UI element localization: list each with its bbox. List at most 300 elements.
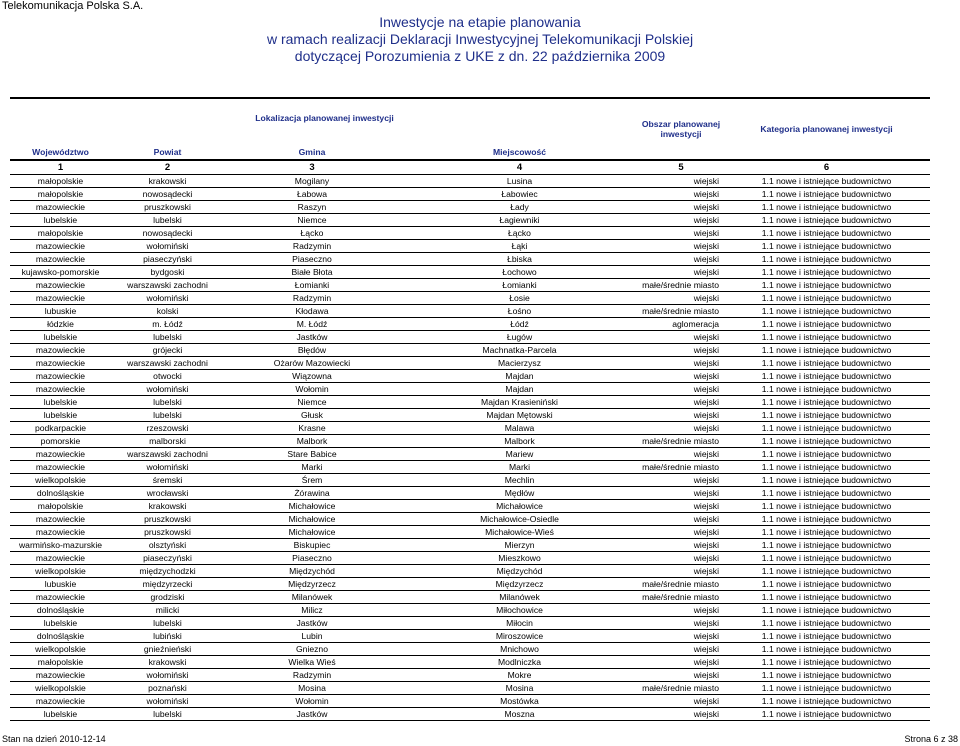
table-row: [10, 344, 930, 357]
cell-category: 1.1 nowe i istniejące budownictwo: [723, 214, 930, 227]
cell-area: wiejski: [639, 201, 723, 214]
cell-commune: Śrem: [224, 474, 400, 487]
table-row: [10, 630, 930, 643]
cell-county: lubelski: [111, 708, 224, 721]
cell-commune: Milicz: [224, 604, 400, 617]
cell-locality: Malbork: [400, 435, 639, 448]
cell-county: wołomiński: [111, 383, 224, 396]
cell-locality: Mosina: [400, 682, 639, 695]
cell-commune: Radzymin: [224, 240, 400, 253]
cell-area: wiejski: [639, 188, 723, 201]
cell-voivodeship: mazowieckie: [10, 513, 111, 526]
cell-area: wiejski: [639, 253, 723, 266]
cell-commune: Radzymin: [224, 292, 400, 305]
cell-area: wiejski: [639, 396, 723, 409]
cell-category: 1.1 nowe i istniejące budownictwo: [723, 591, 930, 604]
cell-commune: Lubin: [224, 630, 400, 643]
cell-commune: Radzymin: [224, 669, 400, 682]
cell-category: 1.1 nowe i istniejące budownictwo: [723, 708, 930, 721]
cell-category: 1.1 nowe i istniejące budownictwo: [723, 435, 930, 448]
title-line: dotyczącej Porozumienia z UKE z dn. 22 października 2009: [294, 48, 666, 64]
cell-category: 1.1 nowe i istniejące budownictwo: [723, 656, 930, 669]
table-row: [10, 409, 930, 422]
cell-commune: Wielka Wieś: [224, 656, 400, 669]
cell-locality: Łabowiec: [400, 188, 639, 201]
cell-area: wiejski: [639, 669, 723, 682]
cell-county: poznański: [111, 682, 224, 695]
cell-county: piaseczyński: [111, 552, 224, 565]
cell-locality: Mokre: [400, 669, 639, 682]
cell-locality: Międzyrzecz: [400, 578, 639, 591]
cell-category: 1.1 nowe i istniejące budownictwo: [723, 357, 930, 370]
cell-county: lubelski: [111, 396, 224, 409]
column-header-category: Kategoria planowanej inwestycji: [760, 124, 893, 134]
table-row: [10, 292, 930, 305]
cell-category: 1.1 nowe i istniejące budownictwo: [723, 604, 930, 617]
cell-voivodeship: mazowieckie: [10, 591, 111, 604]
column-number: 5: [639, 160, 723, 175]
cell-area: wiejski: [639, 344, 723, 357]
cell-voivodeship: lubelskie: [10, 214, 111, 227]
table-row: [10, 331, 930, 344]
cell-locality: Mędłów: [400, 487, 639, 500]
cell-area: małe/średnie miasto: [639, 578, 723, 591]
cell-voivodeship: mazowieckie: [10, 526, 111, 539]
cell-voivodeship: mazowieckie: [10, 292, 111, 305]
title-line: Inwestycje na etapie planowania: [379, 14, 581, 30]
cell-category: 1.1 nowe i istniejące budownictwo: [723, 201, 930, 214]
cell-commune: Łabowa: [224, 188, 400, 201]
cell-area: małe/średnie miasto: [639, 305, 723, 318]
cell-locality: Milanówek: [400, 591, 639, 604]
cell-county: wołomiński: [111, 669, 224, 682]
cell-voivodeship: lubelskie: [10, 396, 111, 409]
cell-commune: Międzyrzecz: [224, 578, 400, 591]
cell-county: olsztyński: [111, 539, 224, 552]
cell-category: 1.1 nowe i istniejące budownictwo: [723, 526, 930, 539]
cell-category: 1.1 nowe i istniejące budownictwo: [723, 617, 930, 630]
cell-commune: Milanówek: [224, 591, 400, 604]
table-row: [10, 370, 930, 383]
cell-county: gnieźnieński: [111, 643, 224, 656]
cell-area: wiejski: [639, 474, 723, 487]
cell-voivodeship: podkarpackie: [10, 422, 111, 435]
table-row: [10, 435, 930, 448]
cell-commune: Wołomin: [224, 695, 400, 708]
table-row: [10, 318, 930, 331]
cell-county: nowosądecki: [111, 188, 224, 201]
footer-page-number: Strona 6 z 38: [904, 734, 958, 744]
table-row: [10, 383, 930, 396]
cell-commune: Raszyn: [224, 201, 400, 214]
cell-area: wiejski: [639, 214, 723, 227]
cell-locality: Marki: [400, 461, 639, 474]
cell-county: rzeszowski: [111, 422, 224, 435]
table-row: [10, 305, 930, 318]
cell-category: 1.1 nowe i istniejące budownictwo: [723, 422, 930, 435]
table-row: [10, 487, 930, 500]
cell-locality: Michałowice-Osiedle: [400, 513, 639, 526]
table-row: [10, 279, 930, 292]
cell-area: wiejski: [639, 370, 723, 383]
location-group-header: Lokalizacja planowanej inwestycji: [255, 113, 394, 123]
cell-voivodeship: dolnośląskie: [10, 630, 111, 643]
cell-commune: Wołomin: [224, 383, 400, 396]
cell-voivodeship: mazowieckie: [10, 240, 111, 253]
cell-county: wołomiński: [111, 695, 224, 708]
cell-county: krakowski: [111, 175, 224, 188]
cell-area: małe/średnie miasto: [639, 591, 723, 604]
table-row: [10, 656, 930, 669]
cell-locality: Majdan: [400, 370, 639, 383]
table-row: [10, 591, 930, 604]
cell-county: malborski: [111, 435, 224, 448]
cell-commune: Łącko: [224, 227, 400, 240]
table-row: [10, 474, 930, 487]
cell-county: warszawski zachodni: [111, 279, 224, 292]
cell-locality: Łochowo: [400, 266, 639, 279]
cell-commune: Krasne: [224, 422, 400, 435]
cell-county: wołomiński: [111, 461, 224, 474]
table-row: [10, 175, 930, 188]
column-header-commune: Gmina: [298, 147, 326, 157]
cell-county: warszawski zachodni: [111, 357, 224, 370]
cell-category: 1.1 nowe i istniejące budownictwo: [723, 669, 930, 682]
cell-voivodeship: mazowieckie: [10, 461, 111, 474]
cell-county: międzychodzki: [111, 565, 224, 578]
cell-voivodeship: małopolskie: [10, 188, 111, 201]
cell-area: wiejski: [639, 266, 723, 279]
cell-category: 1.1 nowe i istniejące budownictwo: [723, 500, 930, 513]
column-header-area: Obszar planowanej inwestycji: [641, 119, 721, 139]
title-line: w ramach realizacji Deklaracji Inwestycyjnej Telekomunikacji Polskiej: [266, 31, 694, 47]
cell-locality: Machnatka-Parcela: [400, 344, 639, 357]
cell-locality: Majdan Mętowski: [400, 409, 639, 422]
column-number: 2: [111, 160, 224, 175]
table-row: [10, 357, 930, 370]
cell-voivodeship: dolnośląskie: [10, 487, 111, 500]
cell-commune: Ożarów Mazowiecki: [224, 357, 400, 370]
cell-commune: Marki: [224, 461, 400, 474]
cell-category: 1.1 nowe i istniejące budownictwo: [723, 448, 930, 461]
cell-county: lubelski: [111, 331, 224, 344]
cell-area: wiejski: [639, 383, 723, 396]
cell-area: wiejski: [639, 617, 723, 630]
cell-commune: Malbork: [224, 435, 400, 448]
cell-voivodeship: lubelskie: [10, 708, 111, 721]
cell-commune: Mosina: [224, 682, 400, 695]
cell-voivodeship: mazowieckie: [10, 370, 111, 383]
cell-category: 1.1 nowe i istniejące budownictwo: [723, 318, 930, 331]
cell-voivodeship: mazowieckie: [10, 344, 111, 357]
cell-voivodeship: małopolskie: [10, 500, 111, 513]
cell-area: wiejski: [639, 630, 723, 643]
cell-voivodeship: małopolskie: [10, 656, 111, 669]
cell-commune: Mogilany: [224, 175, 400, 188]
cell-locality: Michałowice: [400, 500, 639, 513]
cell-area: wiejski: [639, 656, 723, 669]
cell-category: 1.1 nowe i istniejące budownictwo: [723, 292, 930, 305]
cell-area: wiejski: [639, 422, 723, 435]
cell-commune: Jastków: [224, 617, 400, 630]
table-row: [10, 500, 930, 513]
cell-voivodeship: mazowieckie: [10, 383, 111, 396]
cell-category: 1.1 nowe i istniejące budownictwo: [723, 253, 930, 266]
cell-county: warszawski zachodni: [111, 448, 224, 461]
cell-locality: Mostówka: [400, 695, 639, 708]
cell-locality: Macierzysz: [400, 357, 639, 370]
cell-area: wiejski: [639, 331, 723, 344]
cell-voivodeship: wielkopolskie: [10, 643, 111, 656]
table-row: [10, 617, 930, 630]
cell-area: wiejski: [639, 175, 723, 188]
cell-county: pruszkowski: [111, 526, 224, 539]
cell-commune: Michałowice: [224, 500, 400, 513]
cell-locality: Moszna: [400, 708, 639, 721]
cell-category: 1.1 nowe i istniejące budownictwo: [723, 370, 930, 383]
table-row: [10, 227, 930, 240]
cell-locality: Miłocin: [400, 617, 639, 630]
cell-county: piaseczyński: [111, 253, 224, 266]
cell-voivodeship: kujawsko-pomorskie: [10, 266, 111, 279]
cell-locality: Miłochowice: [400, 604, 639, 617]
cell-locality: Łady: [400, 201, 639, 214]
table-row: [10, 240, 930, 253]
cell-locality: Mnichowo: [400, 643, 639, 656]
cell-category: 1.1 nowe i istniejące budownictwo: [723, 630, 930, 643]
cell-area: wiejski: [639, 292, 723, 305]
table-row: [10, 682, 930, 695]
cell-county: wołomiński: [111, 240, 224, 253]
cell-category: 1.1 nowe i istniejące budownictwo: [723, 409, 930, 422]
cell-county: wołomiński: [111, 292, 224, 305]
cell-locality: Łbiska: [400, 253, 639, 266]
cell-area: wiejski: [639, 240, 723, 253]
cell-category: 1.1 nowe i istniejące budownictwo: [723, 331, 930, 344]
footer-date: Stan na dzień 2010-12-14: [2, 734, 106, 744]
cell-county: grójecki: [111, 344, 224, 357]
cell-voivodeship: lubelskie: [10, 409, 111, 422]
cell-county: grodziski: [111, 591, 224, 604]
cell-voivodeship: wielkopolskie: [10, 474, 111, 487]
cell-commune: Piaseczno: [224, 552, 400, 565]
cell-category: 1.1 nowe i istniejące budownictwo: [723, 682, 930, 695]
cell-locality: Łosie: [400, 292, 639, 305]
table-row: [10, 565, 930, 578]
cell-area: wiejski: [639, 565, 723, 578]
cell-category: 1.1 nowe i istniejące budownictwo: [723, 240, 930, 253]
cell-area: wiejski: [639, 227, 723, 240]
cell-commune: Jastków: [224, 331, 400, 344]
cell-locality: Łódź: [400, 318, 639, 331]
cell-category: 1.1 nowe i istniejące budownictwo: [723, 695, 930, 708]
cell-commune: Żórawina: [224, 487, 400, 500]
column-number: 6: [723, 160, 930, 175]
cell-category: 1.1 nowe i istniejące budownictwo: [723, 188, 930, 201]
table-row: [10, 669, 930, 682]
cell-voivodeship: wielkopolskie: [10, 682, 111, 695]
cell-commune: Łomianki: [224, 279, 400, 292]
cell-commune: Niemce: [224, 396, 400, 409]
cell-category: 1.1 nowe i istniejące budownictwo: [723, 175, 930, 188]
cell-county: lubelski: [111, 617, 224, 630]
table-row: [10, 214, 930, 227]
table-row: [10, 461, 930, 474]
cell-commune: Michałowice: [224, 513, 400, 526]
cell-area: wiejski: [639, 552, 723, 565]
cell-area: wiejski: [639, 539, 723, 552]
cell-category: 1.1 nowe i istniejące budownictwo: [723, 578, 930, 591]
cell-locality: Łącko: [400, 227, 639, 240]
document-title: [0, 14, 960, 65]
cell-voivodeship: mazowieckie: [10, 201, 111, 214]
cell-area: wiejski: [639, 526, 723, 539]
cell-area: wiejski: [639, 487, 723, 500]
table-row: [10, 448, 930, 461]
cell-county: nowosądecki: [111, 227, 224, 240]
cell-locality: Łomianki: [400, 279, 639, 292]
cell-area: wiejski: [639, 513, 723, 526]
column-number: 1: [10, 160, 111, 175]
cell-commune: Stare Babice: [224, 448, 400, 461]
cell-county: lubelski: [111, 409, 224, 422]
cell-category: 1.1 nowe i istniejące budownictwo: [723, 565, 930, 578]
cell-area: aglomeracja: [639, 318, 723, 331]
cell-commune: Błędów: [224, 344, 400, 357]
cell-area: małe/średnie miasto: [639, 461, 723, 474]
cell-voivodeship: mazowieckie: [10, 669, 111, 682]
cell-category: 1.1 nowe i istniejące budownictwo: [723, 487, 930, 500]
cell-commune: Kłodawa: [224, 305, 400, 318]
table-row: [10, 695, 930, 708]
cell-voivodeship: małopolskie: [10, 175, 111, 188]
cell-area: wiejski: [639, 357, 723, 370]
cell-locality: Ługów: [400, 331, 639, 344]
table-row: [10, 604, 930, 617]
cell-area: wiejski: [639, 500, 723, 513]
cell-county: pruszkowski: [111, 201, 224, 214]
table-row: [10, 253, 930, 266]
cell-locality: Łąki: [400, 240, 639, 253]
cell-voivodeship: mazowieckie: [10, 253, 111, 266]
table-row: [10, 578, 930, 591]
cell-category: 1.1 nowe i istniejące budownictwo: [723, 396, 930, 409]
cell-voivodeship: mazowieckie: [10, 448, 111, 461]
cell-locality: Malawa: [400, 422, 639, 435]
cell-voivodeship: lubelskie: [10, 331, 111, 344]
cell-locality: Międzychód: [400, 565, 639, 578]
cell-county: lubiński: [111, 630, 224, 643]
cell-commune: Białe Błota: [224, 266, 400, 279]
cell-category: 1.1 nowe i istniejące budownictwo: [723, 266, 930, 279]
table-row: [10, 708, 930, 721]
cell-locality: Łośno: [400, 305, 639, 318]
cell-commune: Piaseczno: [224, 253, 400, 266]
cell-locality: Mierzyn: [400, 539, 639, 552]
table-row: [10, 422, 930, 435]
column-number: 4: [400, 160, 639, 175]
table-row: [10, 513, 930, 526]
cell-voivodeship: lubelskie: [10, 617, 111, 630]
cell-voivodeship: lubuskie: [10, 305, 111, 318]
cell-county: krakowski: [111, 500, 224, 513]
cell-commune: Międzychód: [224, 565, 400, 578]
cell-county: pruszkowski: [111, 513, 224, 526]
cell-locality: Łagiewniki: [400, 214, 639, 227]
cell-county: milicki: [111, 604, 224, 617]
column-header-county: Powiat: [153, 147, 182, 157]
cell-category: 1.1 nowe i istniejące budownictwo: [723, 461, 930, 474]
column-number: 3: [224, 160, 400, 175]
cell-category: 1.1 nowe i istniejące budownictwo: [723, 552, 930, 565]
cell-county: międzyrzecki: [111, 578, 224, 591]
cell-locality: Modlniczka: [400, 656, 639, 669]
cell-commune: M. Łódź: [224, 318, 400, 331]
cell-commune: Gniezno: [224, 643, 400, 656]
cell-area: wiejski: [639, 643, 723, 656]
cell-category: 1.1 nowe i istniejące budownictwo: [723, 539, 930, 552]
company-name: Telekomunikacja Polska S.A.: [2, 0, 144, 12]
cell-locality: Lusina: [400, 175, 639, 188]
cell-commune: Niemce: [224, 214, 400, 227]
cell-area: wiejski: [639, 695, 723, 708]
cell-voivodeship: małopolskie: [10, 227, 111, 240]
cell-county: lubelski: [111, 214, 224, 227]
cell-county: wrocławski: [111, 487, 224, 500]
table-row: [10, 526, 930, 539]
cell-commune: Michałowice: [224, 526, 400, 539]
cell-category: 1.1 nowe i istniejące budownictwo: [723, 383, 930, 396]
cell-category: 1.1 nowe i istniejące budownictwo: [723, 513, 930, 526]
cell-commune: Biskupiec: [224, 539, 400, 552]
cell-locality: Michałowice-Wieś: [400, 526, 639, 539]
investments-table: [10, 97, 930, 721]
cell-voivodeship: warmińsko-mazurskie: [10, 539, 111, 552]
cell-voivodeship: lubuskie: [10, 578, 111, 591]
cell-voivodeship: wielkopolskie: [10, 565, 111, 578]
cell-voivodeship: mazowieckie: [10, 357, 111, 370]
cell-locality: Majdan: [400, 383, 639, 396]
cell-area: małe/średnie miasto: [639, 682, 723, 695]
table-row: [10, 396, 930, 409]
column-header-locality: Miejscowość: [493, 147, 547, 157]
cell-area: wiejski: [639, 448, 723, 461]
cell-commune: Jastków: [224, 708, 400, 721]
cell-county: śremski: [111, 474, 224, 487]
cell-area: małe/średnie miasto: [639, 279, 723, 292]
cell-commune: Głusk: [224, 409, 400, 422]
cell-county: bydgoski: [111, 266, 224, 279]
cell-category: 1.1 nowe i istniejące budownictwo: [723, 279, 930, 292]
cell-voivodeship: mazowieckie: [10, 695, 111, 708]
cell-category: 1.1 nowe i istniejące budownictwo: [723, 227, 930, 240]
cell-area: wiejski: [639, 708, 723, 721]
cell-county: kolski: [111, 305, 224, 318]
cell-category: 1.1 nowe i istniejące budownictwo: [723, 643, 930, 656]
cell-voivodeship: łódzkie: [10, 318, 111, 331]
cell-category: 1.1 nowe i istniejące budownictwo: [723, 474, 930, 487]
cell-county: m. Łódź: [111, 318, 224, 331]
cell-locality: Mariew: [400, 448, 639, 461]
table-row: [10, 539, 930, 552]
cell-locality: Miroszowice: [400, 630, 639, 643]
column-header-voivodeship: Województwo: [32, 147, 89, 157]
cell-county: otwocki: [111, 370, 224, 383]
table-row: [10, 188, 930, 201]
table-row: [10, 266, 930, 279]
cell-voivodeship: mazowieckie: [10, 552, 111, 565]
cell-category: 1.1 nowe i istniejące budownictwo: [723, 305, 930, 318]
